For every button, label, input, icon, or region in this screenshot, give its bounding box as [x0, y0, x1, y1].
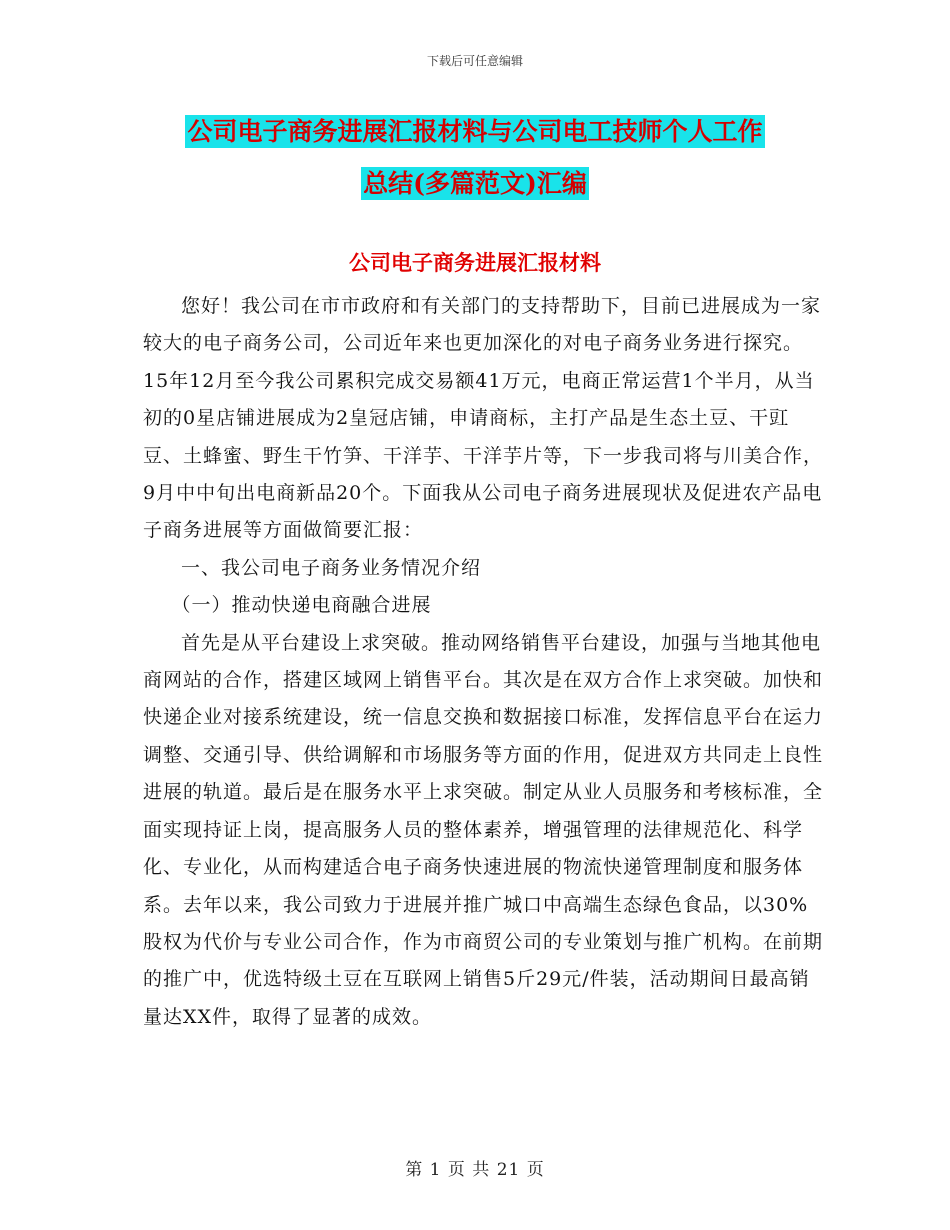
document-body [143, 288, 823, 1036]
page-header-note: 下载后可任意编辑 [426, 54, 523, 68]
section-heading: 公司电子商务进展汇报材料 [349, 250, 601, 275]
document-title-line-1: 公司电子商务进展汇报材料与公司电工技师个人工作 [187, 117, 763, 146]
document-title-line-2: 总结(多篇范文)汇编 [363, 169, 587, 198]
document-title [0, 106, 950, 210]
paragraph-heading-1: 一、我公司电子商务业务情况介绍 [181, 556, 482, 579]
paragraph-body-1: 首先是从平台建设上求突破。推动网络销售平台建设，加强与当地其他电商网站的合作，搭建区域网上销售平台。其次是在双方合作上求突破。加快和快递企业对接系统建设，统一信息交换和数据接口标准，发挥信息平台在运力调整、交通引导、供给调解和市场服务等方面的作用，促进双方共同走上良性进展的轨道。最后是在服务水平上求突破。制定从业人员服务和考核标准，全面实现持证上岗，提高服务人员的整体素养，增强管理的法律规范化、科学化、专业化，从而构建适合电子商务快速进展的物流快递管理制度和服务体系。去年以来，我公司致力于进展并推广城口中高端生态绿色食品，以30%股权为代价与专业公司合作，作为市商贸公司的专业策划与推广机构。在前期的推广中，优选特级土豆在互联网上销售5斤29元/件装，活动期间日最高销量达XX件，取得了显著的成效。 [143, 631, 824, 1028]
paragraph-intro: 您好！我公司在市市政府和有关部门的支持帮助下，目前已进展成为一家较大的电子商务公司，公司近年来也更加深化的对电子商务业务进行探究。15年12月至今我公司累积完成交易额41万元，电商正常运营1个半月，从当初的0星店铺进展成为2皇冠店铺，申请商标，主打产品是生态土豆、干豇豆、土蜂蜜、野生干竹笋、干洋芋、干洋芋片等，下一步我司将与川美合作，9月中中旬出电商新品20个。下面我从公司电子商务进展现状及促进农产品电子商务进展等方面做简要汇报： [143, 295, 824, 542]
paragraph-subheading-1: （一）推动快递电商融合进展 [171, 594, 432, 617]
page-number-footer: 第 1 页 共 21 页 [405, 1160, 545, 1180]
